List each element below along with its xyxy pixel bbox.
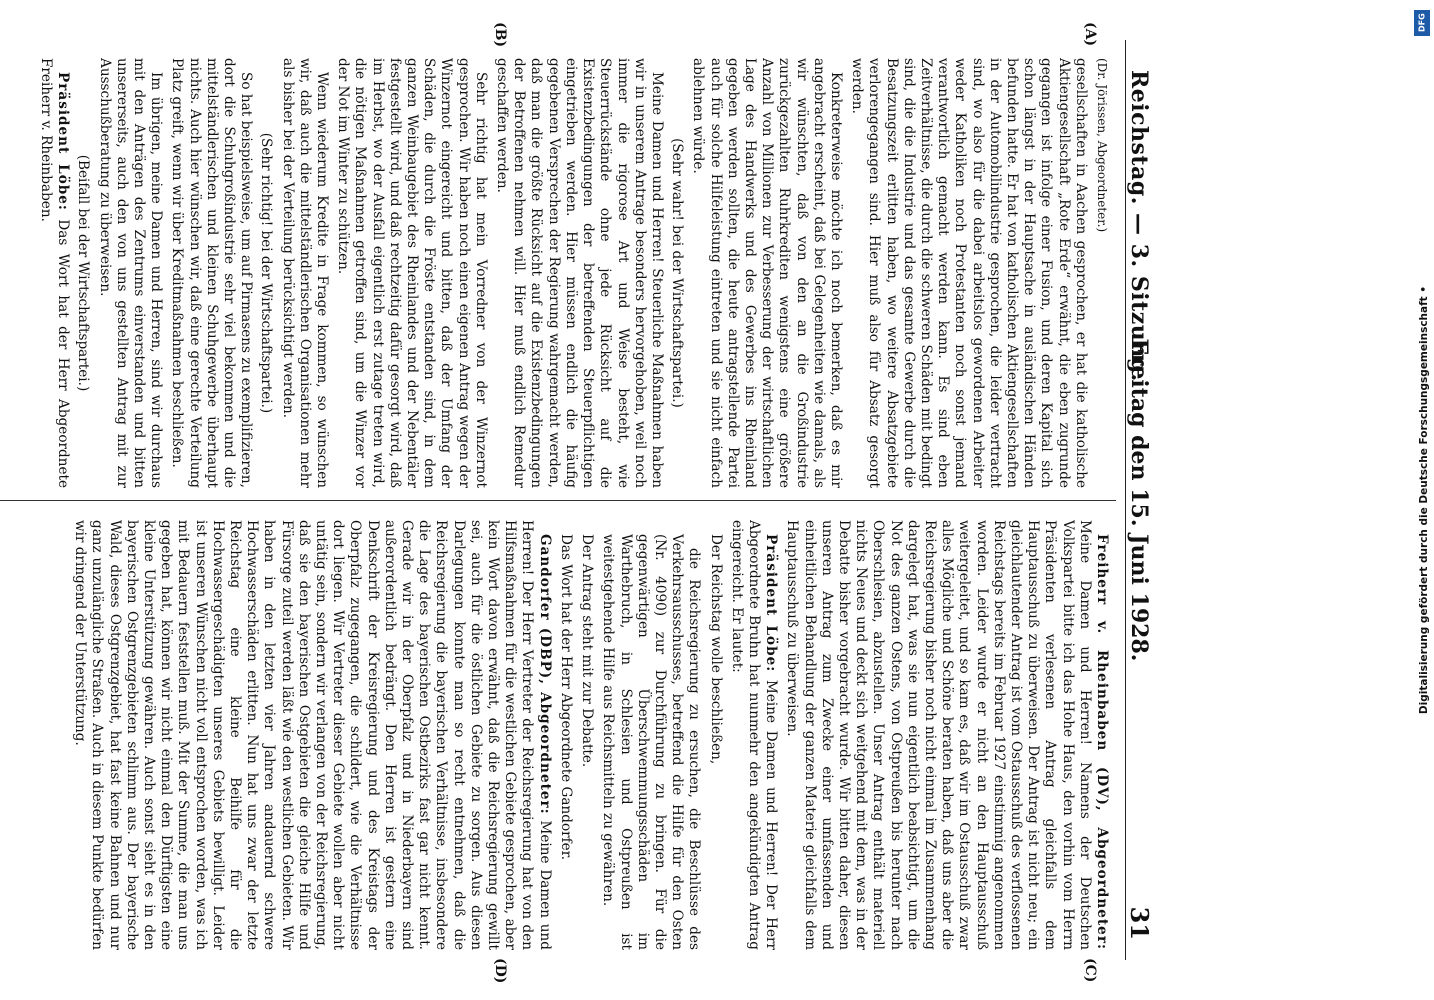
margin-marker-b: (B)	[492, 22, 508, 48]
motion-text: die Reichsregierung zu ersuchen, die Beschlüsse des Verkehrsausschusses, betreffend die Hilfe für den Osten (Nr. 4090) zur Durchführung zu bringen. Für die gegenwärtigen Überschwemmungsschäden im Warthebruch, in Schlesien und Ostpreußen ist weitestgehende Hilfe aus Reichsmitteln zu gewähren.	[600, 534, 703, 950]
paragraph: Im übrigen, meine Damen und Herren, sind wir durchaus mit den Anträgen des Zentrums einverstanden und bitten unsererseits, auch den von uns gestellten Antrag mit zur Ausschußberatung zu überweisen.	[96, 58, 165, 488]
speaker-name: Freiherr v. Rheinbaben (DV), Abgeordneter:	[1094, 534, 1110, 950]
header-rule	[1125, 40, 1126, 960]
left-column	[0, 58, 1110, 488]
running-header-date: Freitag den 15. Juni 1928.	[1126, 338, 1152, 662]
continued-speaker: (Dr. Jörissen, Abgeordneter.)	[1095, 58, 1109, 233]
motion-intro: Der Reichstag wolle beschließen,	[707, 534, 724, 765]
speaker-name: Gandorfer (DBP), Abgeordneter:	[536, 534, 553, 815]
paragraph: Meine Damen und Herren! Steuerliche Maßnahmen haben wir in unserem Antrage besonders hervorgehoben, weil noch immer die rigorose Art und Weise besteht, wie Steuerrückstände ohne jede Rücksicht auf die Existenzbedingungen der betreffenden Steuerpflichtigen eingetrieben werden. Hier müssen endlich die häufig gegebenen Versprechen der Regierung wahrgemacht werden, daß man die größte Rücksicht auf die Existenzbedingungen der Betroffenen nehmen will. Hier muß endlich Remedur geschaffen werden.	[494, 58, 665, 488]
page-number: 31	[1125, 906, 1154, 940]
funding-sidebar	[1410, 0, 1434, 1000]
paragraph: So hat beispielsweise, um auf Pirmasens zu exemplifizieren, dort die Schuhgroßindustrie sehr viel bekommen und die mittelständlerischen und kleinen Schuhgewerbe überhaupt nichts. Auch hier wünschen wir, daß eine gerechte Verteilung Platz greift, wenn wir über Kreditmaßnahmen beschließen.	[169, 58, 255, 488]
paragraph: Der Antrag steht mit zur Debatte.	[579, 534, 596, 768]
speech-text: Meine Damen und Herren! Der Herr Abgeordnete Bruhn hat nunmehr den angekündigten Antrag eingereicht. Er lautet:	[728, 520, 780, 950]
paragraph: Wenn wiederum Kredite in Frage kommen, so wünschen wir, daß auch die mittelständlerischen Organisationen mehr als bisher bei der Verteilung berücksichtigt werden.	[279, 58, 331, 488]
margin-marker-c: (C)	[1082, 958, 1098, 983]
funding-note: Digitalisierung gefördert durch die Deutsche Forschungsgemeinschaft •	[1418, 285, 1430, 715]
margin-marker-a: (A)	[1082, 22, 1098, 47]
speech-text: Meine Damen und Herren! Der Herr Vertreter der Reichsregierung hat von den Hilfsmaßnahmen für die westlichen Gebiete gesprochen, aber kein Wort davon erwähnt, daß die Reichsregierung gewillt sei, auch für die östlichen Gebiete zu sorgen. Aus diesen Darlegungen konnte man so recht entnehmen, daß die Reichsregierung die bayerischen Verhältnisse, insbesondere die Lage des bayerischen Ostbezirks fast gar nicht kennt. Gerade wir in der Oberpfalz und in Niederbayern sind außerordentlich bedrängt. Den Herren ist gestern eine Denkschrift der Kreisregierung und des Kreistags der Oberpfalz zugegangen, die schildert, wie die Verhältnisse dort liegen. Wir Vertreter dieser Gebiete wollen aber nicht untätig sein, sondern wir verlangen von der Reichsregierung, daß sie den bayerischen Ostgebieten die gleiche Hilfe und Fürsorge zuteil werden läßt wie den westlichen Gebieten. Wir haben in den letzten vier Jahren andauernd schwere Hochwasserschäden erlitten. Nun hat uns zwar der letzte Reichstag eine kleine Beihilfe für die Hochwassergeschädigten unseres Gebiets bewilligt. Leider ist unseren Wünschen nicht voll entsprochen worden, was ich mit Bedauern feststellen muß. Mit der Summe, die man uns gegeben hat, können wir nicht einmal den Dürftigsten eine kleine Unterstützung gewähren. Auch sonst sieht es in den bayerischen Ostgrenzgebieten schlimm aus. Der bayerische Wald, dieses Ostgrenzgebiet, hat fast keine Bahnen und nur ganz unzulängliche Straßen. Auch in diesem Punkte bedürfen wir dringend der Unterstützung.	[72, 520, 553, 950]
speaker-name: Präsident Löbe:	[763, 534, 780, 673]
interjection: (Sehr richtig! bei der Wirtschaftspartei.)	[258, 132, 275, 414]
right-column	[0, 520, 1110, 950]
running-header-left: Reichstag. — 3. Sitzung.	[1126, 70, 1152, 382]
paragraph: Konkreterweise möchte ich noch bemerken, daß es mir angebracht erscheint, daß bei Gelegenheiten wie damals, als wir wünschten, daß von den an die Großindustrie zurückgezahlten Ruhrkrediten wenigstens eine größere Anzahl von Millionen zur Verbesserung der wirtschaftlichen Lage des Handwerks und des Gewerbes ins Rheinland gegeben werden sollten, die heute antragstellende Partei auch für solche Hilfeleistung eintreten und sie nicht einfach ablehnen würde.	[690, 58, 844, 488]
speech-text: Das Wort hat der Herr Abgeordnete Freiherr v. Rheinbaben.	[38, 58, 72, 488]
speaker-name: Präsident Löbe:	[55, 72, 72, 211]
interjection: (Beifall bei der Wirtschaftspartei.)	[75, 154, 92, 392]
paragraph: Das Wort hat der Herr Abgeordnete Gandorfer.	[557, 534, 574, 861]
paragraph: gesellschaften in Aachen gesprochen, er hat die katholische Aktiengesellschaft „Rote Erde“ erwähnt, die eben zugrunde gegangen ist infolge einer Fusion, und deren Kapital sich schon längst in der Hauptsache in ausländischen Händen befunden hatte. Er hat von katholischen Aktiengesellschaften in der Automobilindustrie gesprochen, die leider vertracht sind, wo also für die dabei arbeitslos gewordenen Arbeiter weder Katholiken noch Protestanten noch sonst jemand verantwortlich gemacht werden kann. Es sind eben Zeitverhältnisse, die durch die schweren Schäden mit bedingt sind, die die Industrie und das gesamte Gewerbe durch die Besatzungszeit erlitten haben, wo weitere Absatzgebiete verlorengegangen sind. Hier muß also für Absatz gesorgt werden.	[849, 58, 1089, 488]
interjection: (Sehr wahr! bei der Wirtschaftspartei.)	[669, 138, 686, 408]
column-divider	[0, 500, 1116, 501]
speech-text: Meine Damen und Herren! Namens der Deutschen Volkspartei bitte ich das Hohe Haus, den vorhin vom Herrn Präsidenten verlesenen Antrag gleichfalls dem Hauptausschuß zu überweisen. Der Antrag ist nicht neu; ein gleichlautender Antrag ist vom Ostausschuß des verflossenen Reichstags bereits im Februar 1927 einstimmig angenommen worden. Leider wurde er nicht an den Hauptausschuß weitergeleitet, und so kam es, daß wir im Ostausschuß zwar alles Mögliche und Schöne beraten haben, daß uns aber die Reichsregierung bisher noch nicht einmal im Zusammenhang dargelegt hat, was sie nun eigentlich beabsichtigt, um die Not des ganzen Ostens, von Ostpreußen bis herunter nach Oberschlesien, abzustellen. Unser Antrag enthält materiell nichts Neues und deckt sich weitgehend mit dem, was in der Debatte bisher vorgebracht wurde. Wir bitten daher, diesen unseren Antrag zum Zwecke einer umfassenden und einheitlichen Behandlung der ganzen Materie gleichfalls dem Hauptausschuß zu überweisen.	[784, 520, 1093, 950]
paragraph: Sehr richtig hat mein Vorredner von der Winzernot gesprochen. Wir haben noch einen eigenen Antrag wegen der Winzernot eingereicht und bitten, daß der Umfang der Schäden, die durch die Fröste entstanden sind, in dem ganzen Weinbaugebiet des Rheinlandes und der Nebentäler festgestellt wird, und daß rechtzeitig dafür gesorgt wird, daß im Herbst, wo der Ausfall eigentlich erst zutage treten wird, die nötigen Maßnahmen getroffen sind, um die Winzer vor der Not im Winter zu schützen.	[335, 58, 489, 488]
dfg-logo: DFG	[1414, 10, 1430, 36]
margin-marker-d: (D)	[492, 958, 508, 984]
